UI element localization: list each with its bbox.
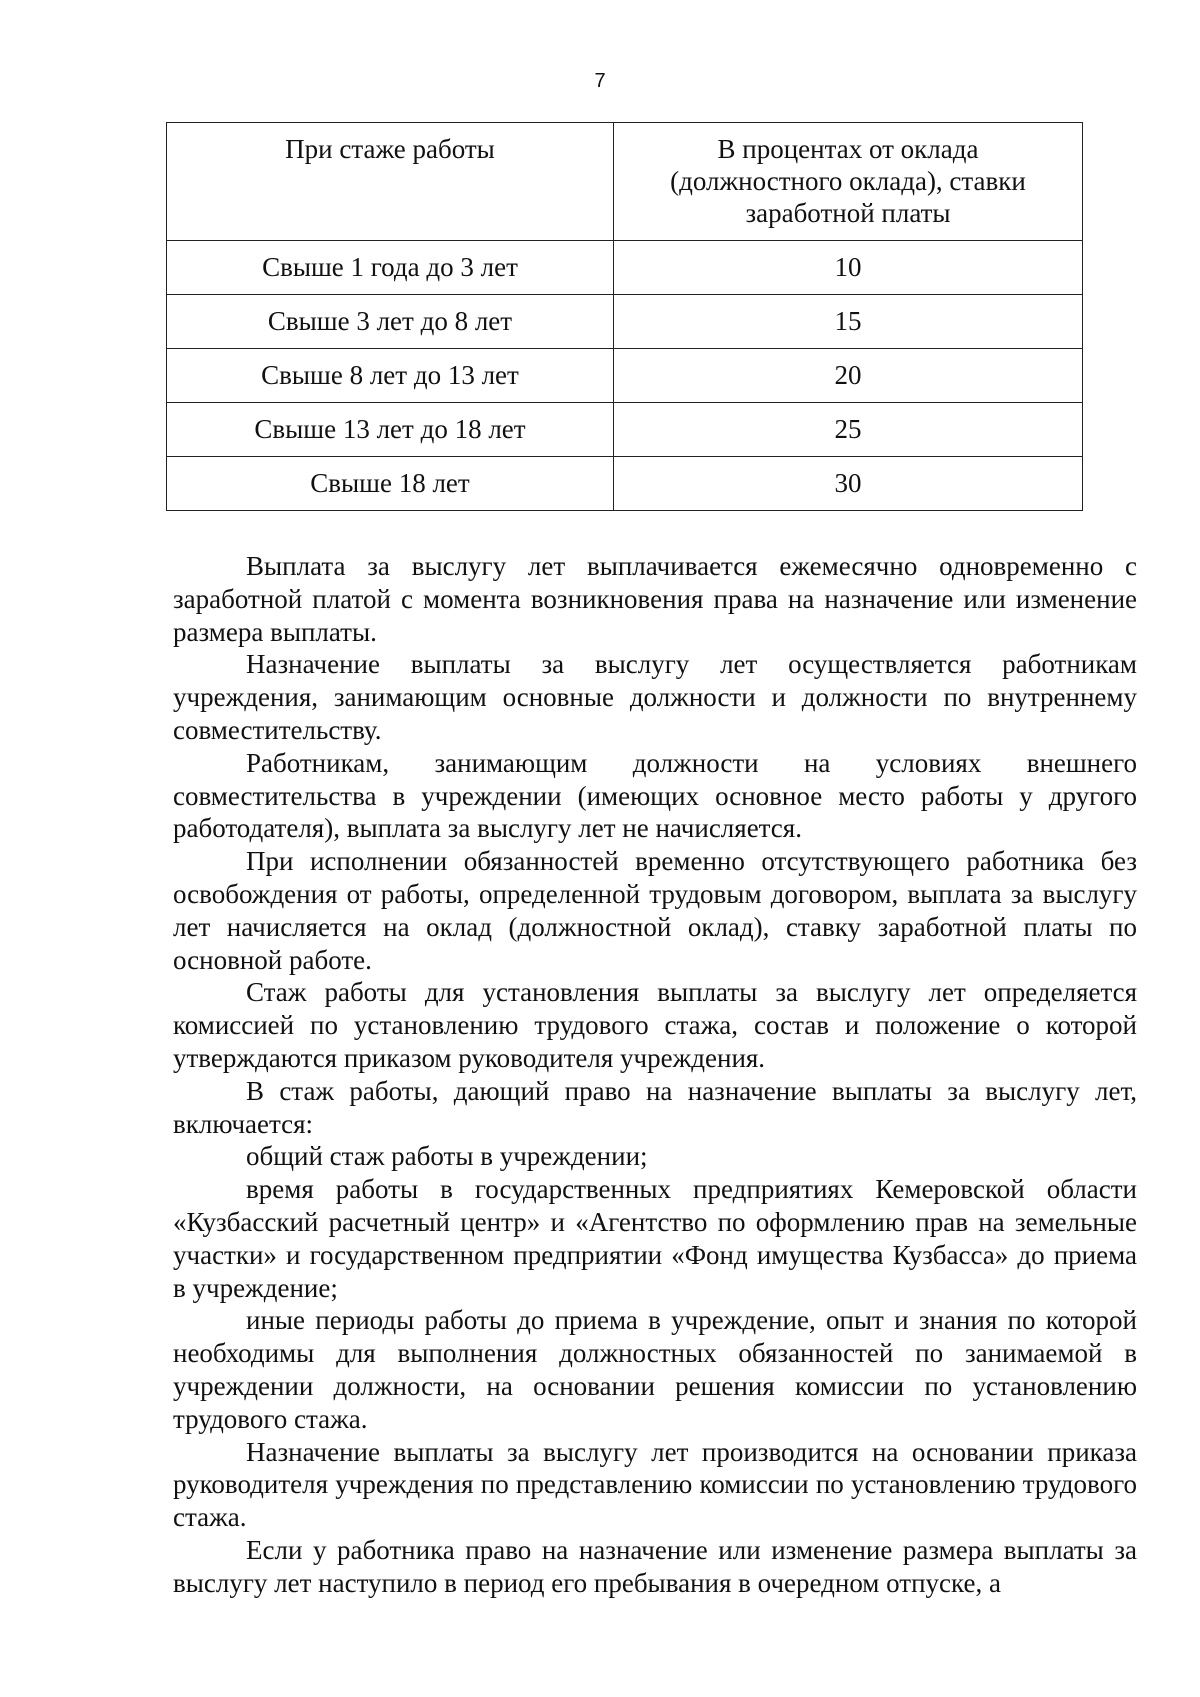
experience-cell: Свыше 1 года до 3 лет <box>167 241 614 295</box>
header-percent-label: В процентах от оклада (должностного оклада), ставки заработной платы <box>670 134 1026 228</box>
paragraph: Если у работника право на назначение или изменение размера выплаты за выслугу лет наступило в период его пребывания в очередном отпуске, а <box>173 1534 1137 1598</box>
table-row <box>167 403 1083 457</box>
header-experience: При стаже работы <box>167 123 614 241</box>
page-number: 7 <box>594 70 606 92</box>
paragraph: иные периоды работы до приема в учреждение, опыт и знания по которой необходимы для выполнения должностных обязанностей по занимаемой в учреждении должности, на основании решения комиссии по установлению трудового стажа. <box>173 1305 1137 1434</box>
table-row <box>167 457 1083 511</box>
paragraph: Назначение выплаты за выслугу лет производится на основании приказа руководителя учреждения по представлению комиссии по установлению трудового стажа. <box>173 1436 1137 1533</box>
document-body <box>173 550 1137 1600</box>
percent-cell: 10 <box>614 241 1083 295</box>
experience-cell: Свыше 13 лет до 18 лет <box>167 403 614 457</box>
paragraph: При исполнении обязанностей временно отсутствующего работника без освобождения от работы, определенной трудовым договором, выплата за выслугу лет начисляется на оклад (должностной оклад), ставку заработной платы по основной работе. <box>173 846 1137 975</box>
header-percent <box>614 123 1083 241</box>
paragraph: В стаж работы, дающий право на назначение выплаты за выслугу лет, включается: <box>173 1075 1137 1139</box>
table-row <box>167 349 1083 403</box>
table-row <box>167 241 1083 295</box>
percent-cell: 15 <box>614 295 1083 349</box>
percent-cell: 20 <box>614 349 1083 403</box>
paragraph: Выплата за выслугу лет выплачивается ежемесячно одновременно с заработной платой с момента возникновения права на назначение или изменение размера выплаты. <box>173 551 1137 647</box>
experience-cell: Свыше 8 лет до 13 лет <box>167 349 614 403</box>
table-header-row <box>167 123 1083 241</box>
seniority-rate-table <box>166 122 1083 511</box>
paragraph: время работы в государственных предприятиях Кемеровской области «Кузбасский расчетный центр» и «Агентство по оформлению прав на земельные участки» и государственном предприятии «Фонд имущества Кузбасса» до приема в учреждение; <box>173 1174 1137 1303</box>
paragraph: общий стаж работы в учреждении; <box>246 1141 648 1172</box>
percent-cell: 30 <box>614 457 1083 511</box>
experience-cell: Свыше 3 лет до 8 лет <box>167 295 614 349</box>
percent-cell: 25 <box>614 403 1083 457</box>
paragraph: Назначение выплаты за выслугу лет осуществляется работникам учреждения, занимающим основные должности и должности по внутреннему совместительству. <box>173 649 1137 745</box>
table-row <box>167 295 1083 349</box>
experience-cell: Свыше 18 лет <box>167 457 614 511</box>
paragraph: Работникам, занимающим должности на условиях внешнего совместительства в учреждении (имеющих основное место работы у другого работодателя), выплата за выслугу лет не начисляется. <box>173 747 1137 844</box>
paragraph: Стаж работы для установления выплаты за выслугу лет определяется комиссией по установлению трудового стажа, состав и положение о которой утверждаются приказом руководителя учреждения. <box>173 977 1137 1073</box>
